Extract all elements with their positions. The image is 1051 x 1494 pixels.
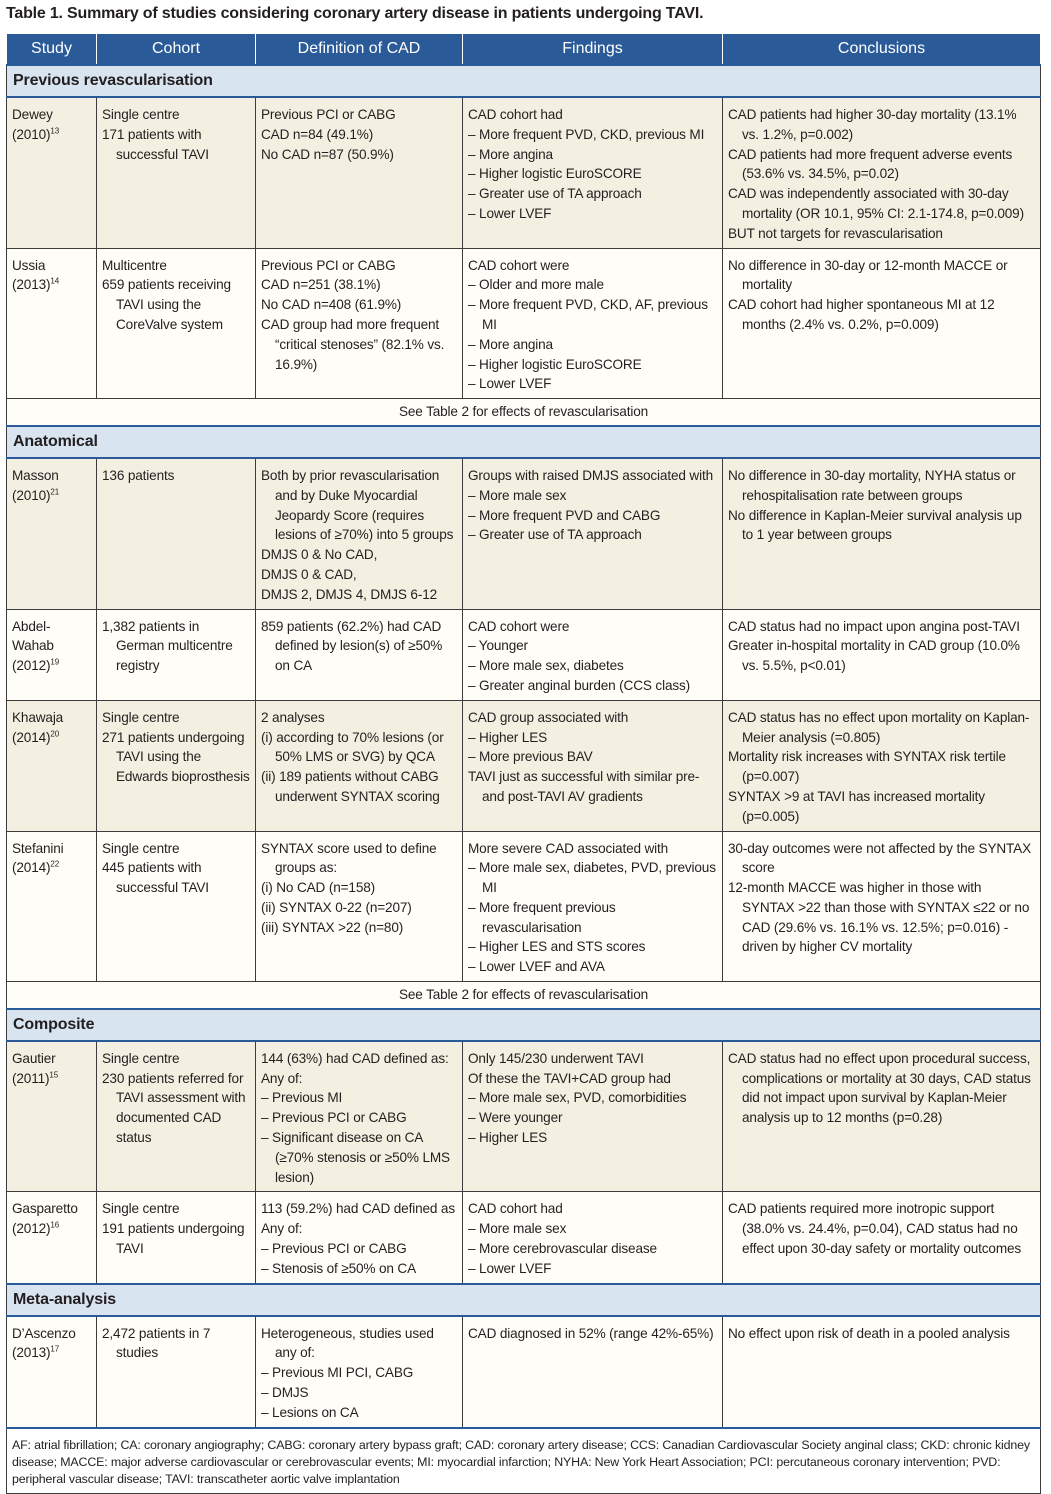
section-previous-revascularisation: Previous revascularisation [7,65,1041,97]
see-table-2-note: See Table 2 for effects of revascularisation [7,982,1041,1009]
cell-line: – Stenosis of ≥50% on CA [261,1260,416,1276]
table-caption: Table 1. Summary of studies considering coronary artery disease in patients undergoing TAVI. [6,5,704,22]
cell-line: – Higher logistic EuroSCORE [468,356,642,372]
cell-line: Groups with raised DMJS associated with [468,467,713,483]
cohort-cell [97,458,256,609]
findings-cell [463,700,723,831]
cell-line: CAD was independently associated with 30-day mortality (OR 10.1, 95% CI: 2.1-174.8, p=0.009) [728,186,1024,221]
cell-line: No difference in 30-day mortality, NYHA status or rehospitalisation rate between groups [728,467,1016,503]
see-table-2-note: See Table 2 for effects of revascularisation [7,399,1041,426]
cell-line: Both by prior revascularisation and by Duke Myocardial Jeopardy Score (requires lesions of ≥70%) into 5 groups [261,467,454,543]
cell-line: Greater in-hospital mortality in CAD group (10.0% vs. 5.5%, p<0.01) [728,638,1020,674]
findings-cell [463,97,723,248]
cell-line: CAD diagnosed in 52% (range 42%-65%) [468,1325,714,1341]
cell-line: – Higher logistic EuroSCORE [468,166,642,182]
study-cell [7,609,97,700]
note-row [7,982,1041,1009]
cell-line: – More frequent PVD, CKD, AF, previous MI [468,297,708,332]
cell-line: Single centre [102,107,180,122]
definition-cell [256,1316,463,1428]
study-cell [7,700,97,831]
findings-cell [463,1041,723,1192]
cell-line: – Lower LVEF and AVA [468,959,605,975]
table-row [7,609,1041,700]
cell-line: Single centre [102,840,180,856]
study-cell [7,248,97,399]
cell-line: – Significant disease on CA (≥70% stenosis or ≥50% LMS lesion) [261,1130,450,1185]
cell-line: 2 analyses [261,709,325,725]
study-name: Ussia (2013) [12,257,51,293]
cell-line: 859 patients (62.2%) had CAD defined by lesion(s) of ≥50% on CA [261,618,443,674]
cell-line: – Higher LES and STS scores [468,939,646,955]
reference-number: 22 [50,859,60,869]
cell-line: 136 patients [102,467,175,483]
cell-line: No CAD n=408 (61.9%) [261,297,402,313]
cell-line: – Greater use of TA approach [468,527,642,543]
cell-line: Previous PCI or CABG [261,107,396,122]
cell-line: – Higher LES [468,1130,548,1146]
cell-line: 12-month MACCE was higher in those with SYNTAX >22 than those with SYNTAX ≤22 or no CAD (29.6% vs. 16.1% vs. 12.5%; p=0.016) - driven by higher CV mortality [728,880,1030,955]
cell-line: CAD patients required more inotropic support (38.0% vs. 24.4%, p=0.04), CAD status had no effect upon 30-day safety or mortality outcomes [728,1201,1022,1257]
conclusions-cell [723,609,1041,700]
definition-cell [256,1192,463,1284]
cell-line: – More male sex, diabetes [468,658,624,674]
cell-line: – More cerebrovascular disease [468,1241,657,1257]
conclusions-cell [723,1041,1041,1192]
cell-line: – Lower LVEF [468,205,552,221]
cell-line: 1,382 patients in German multicentre registry [102,618,233,674]
cell-line: Multicentre [102,257,167,273]
definition-cell [256,1041,463,1192]
header-cohort: Cohort [97,34,256,66]
conclusions-cell [723,1316,1041,1428]
cell-line: DMJS 0 & No CAD, [261,547,378,563]
conclusions-cell [723,248,1041,399]
reference-number: 13 [50,126,60,136]
cell-line: Only 145/230 underwent TAVI [468,1050,644,1066]
findings-cell [463,248,723,399]
cell-line: DMJS 0 & CAD, [261,566,357,582]
header-definition: Definition of CAD [256,34,463,66]
cell-line: – Greater anginal burden (CCS class) [468,677,691,693]
studies-table [6,33,1041,1494]
cell-line: No difference in Kaplan-Meier survival analysis up to 1 year between groups [728,507,1022,543]
table-row [7,248,1041,399]
cell-line: – Greater use of TA approach [468,186,642,202]
cell-line: CAD patients had more frequent adverse events (53.6% vs. 34.5%, p=0.02) [728,146,1013,182]
cell-line: (ii) SYNTAX 0-22 (n=207) [261,899,412,915]
cell-line: – DMJS [261,1385,309,1401]
cell-line: Single centre [102,1201,180,1217]
cell-line: No effect upon risk of death in a pooled analysis [728,1325,1010,1341]
cell-line: – Were younger [468,1110,563,1126]
table-row [7,97,1041,248]
cell-line: SYNTAX >9 at TAVI has increased mortality (p=0.005) [728,788,985,824]
conclusions-cell [723,97,1041,248]
reference-number: 15 [49,1070,58,1080]
cell-line: Mortality risk increases with SYNTAX risk tertile (p=0.007) [728,749,1006,785]
header-conclusions: Conclusions [723,34,1041,66]
cell-line: – More male sex [468,487,567,503]
study-cell [7,458,97,609]
study-name: D’Ascenzo (2013) [12,1325,76,1361]
cell-line: 230 patients referred for TAVI assessment with documented CAD status [102,1070,246,1146]
cell-line: CAD patients had higher 30-day mortality (13.1% vs. 1.2%, p=0.002) [728,107,1017,142]
cohort-cell [97,248,256,399]
cell-line: 271 patients undergoing TAVI using the Edwards bioprosthesis [102,729,250,785]
abbreviations-footnote: AF: atrial fibrillation; CA: coronary angiography; CABG: coronary artery bypass graft; CAD: coronary artery disease; CCS: Canadian Cardiovascular Society anginal class; CKD: chronic kidney disease; MACCE: major adverse cardiovascular or cerebrovascular events; MI: myocardial infarction; NYHA: New York Heart Association; PCI: percutaneous coronary intervention; PVD: peripheral vascular disease; TAVI: transcatheter aortic valve implantation [7,1428,1041,1494]
cell-line: – Lesions on CA [261,1404,359,1420]
cohort-cell [97,609,256,700]
study-name: Abdel-Wahab (2012) [12,618,54,674]
note-row [7,399,1041,426]
reference-number: 14 [50,276,60,286]
study-cell [7,1316,97,1428]
reference-number: 16 [50,1220,60,1230]
cell-line: Any of: [261,1221,303,1237]
cell-line: 30-day outcomes were not affected by the SYNTAX score [728,840,1032,876]
cell-line: – More male sex [468,1221,567,1237]
cell-line: Heterogeneous, studies used any of: [261,1325,434,1361]
table-row [7,458,1041,609]
study-name: Stefanini (2014) [12,840,64,876]
findings-cell [463,458,723,609]
cell-line: 191 patients undergoing TAVI [102,1221,245,1257]
cell-line: Previous PCI or CABG [261,257,396,273]
cell-line: CAD n=251 (38.1%) [261,277,381,293]
study-name: Gautier (2011) [12,1050,56,1086]
cell-line: DMJS 2, DMJS 4, DMJS 6-12 [261,586,438,602]
cell-line: CAD status had no impact upon angina post-TAVI [728,618,1020,634]
header-findings: Findings [463,34,723,66]
cell-line: – More male sex, diabetes, PVD, previous MI [468,860,716,896]
cell-line: CAD group had more frequent “critical stenoses” (82.1% vs. 16.9%) [261,316,445,372]
findings-cell [463,609,723,700]
reference-number: 17 [50,1344,60,1354]
section-composite: Composite [7,1009,1041,1041]
cell-line: (i) according to 70% lesions (or 50% LMS or SVG) by QCA [261,729,444,765]
cell-line: 2,472 patients in 7 studies [102,1325,211,1361]
cell-line: CAD cohort were [468,618,570,634]
cell-line: Single centre [102,709,180,725]
table-row [7,831,1041,982]
definition-cell [256,458,463,609]
cell-line: CAD cohort had [468,107,563,122]
cell-line: – More frequent PVD and CABG [468,507,661,523]
section-row [7,1284,1041,1316]
study-cell [7,1192,97,1284]
table-row [7,1316,1041,1428]
reference-number: 21 [50,487,60,497]
cell-line: TAVI just as successful with similar pre- and post-TAVI AV gradients [468,769,700,804]
cell-line: CAD cohort were [468,257,570,273]
cell-line: 171 patients with successful TAVI [102,126,209,162]
cell-line: 659 patients receiving TAVI using the CoreValve system [102,277,231,332]
section-row [7,426,1041,458]
cell-line: SYNTAX score used to define groups as: [261,840,437,876]
cell-line: 144 (63%) had CAD defined as: [261,1050,449,1066]
footnote-row [7,1428,1041,1494]
cohort-cell [97,1316,256,1428]
study-cell [7,831,97,982]
study-cell [7,97,97,248]
cell-line: No CAD n=87 (50.9%) [261,146,394,162]
cell-line: 445 patients with successful TAVI [102,860,209,896]
cell-line: – Previous PCI or CABG [261,1110,407,1126]
section-row [7,65,1041,97]
cell-line: (iii) SYNTAX >22 (n=80) [261,919,404,935]
table-row [7,1041,1041,1192]
cohort-cell [97,831,256,982]
cell-line: Of these the TAVI+CAD group had [468,1070,671,1086]
study-name: Gasparetto (2012) [12,1201,78,1237]
findings-cell [463,831,723,982]
reference-number: 20 [50,728,60,738]
cohort-cell [97,1041,256,1192]
cell-line: – More angina [468,146,553,162]
cell-line: – More angina [468,336,553,352]
cohort-cell [97,700,256,831]
definition-cell [256,248,463,399]
section-anatomical: Anatomical [7,426,1041,458]
conclusions-cell [723,831,1041,982]
section-row [7,1009,1041,1041]
header-row [7,34,1041,66]
definition-cell [256,97,463,248]
cell-line: – Lower LVEF [468,1260,552,1276]
cell-line: BUT not targets for revascularisation [728,225,943,241]
findings-cell [463,1316,723,1428]
cell-line: – More frequent previous revascularisation [468,899,616,935]
cell-line: CAD cohort had higher spontaneous MI at 12 months (2.4% vs. 0.2%, p=0.009) [728,297,995,332]
cell-line: (i) No CAD (n=158) [261,880,376,896]
study-name: Masson (2010) [12,467,59,503]
cell-line: CAD status has no effect upon mortality on Kaplan-Meier analysis (=0.805) [728,709,1030,745]
findings-cell [463,1192,723,1284]
header-study: Study [7,34,97,66]
cell-line: – Older and more male [468,277,604,293]
cohort-cell [97,1192,256,1284]
cell-line: – Previous MI PCI, CABG [261,1365,414,1381]
cell-line: – Previous PCI or CABG [261,1241,407,1257]
cell-line: 113 (59.2%) had CAD defined as [261,1201,455,1217]
definition-cell [256,700,463,831]
reference-number: 19 [50,657,60,667]
cell-line: – More previous BAV [468,749,593,765]
cohort-cell [97,97,256,248]
cell-line: – Higher LES [468,729,548,745]
section-meta-analysis: Meta-analysis [7,1284,1041,1316]
cell-line: CAD group associated with [468,709,629,725]
table-row [7,1192,1041,1284]
cell-line: (ii) 189 patients without CABG underwent SYNTAX scoring [261,769,440,804]
cell-line: – Lower LVEF [468,376,552,392]
cell-line: No difference in 30-day or 12-month MACCE or mortality [728,257,1008,293]
cell-line: – Younger [468,638,528,654]
table-row [7,700,1041,831]
cell-line: More severe CAD associated with [468,840,669,856]
cell-line: – More frequent PVD, CKD, previous MI [468,126,705,142]
cell-line: CAD status had no effect upon procedural success, complications or mortality at 30 days, CAD status did not impact upon survival by Kaplan-Meier analysis up to 12 months (p=0.28) [728,1050,1031,1126]
conclusions-cell [723,700,1041,831]
cell-line: – More male sex, PVD, comorbidities [468,1090,687,1106]
cell-line: Single centre [102,1050,180,1066]
study-name: Khawaja (2014) [12,709,64,745]
cell-line: – Previous MI [261,1090,343,1106]
cell-line: CAD n=84 (49.1%) [261,126,374,142]
study-cell [7,1041,97,1192]
study-name: Dewey (2010) [12,107,53,142]
cell-line: CAD cohort had [468,1201,563,1217]
conclusions-cell [723,1192,1041,1284]
definition-cell [256,831,463,982]
definition-cell [256,609,463,700]
cell-line: Any of: [261,1070,303,1086]
conclusions-cell [723,458,1041,609]
